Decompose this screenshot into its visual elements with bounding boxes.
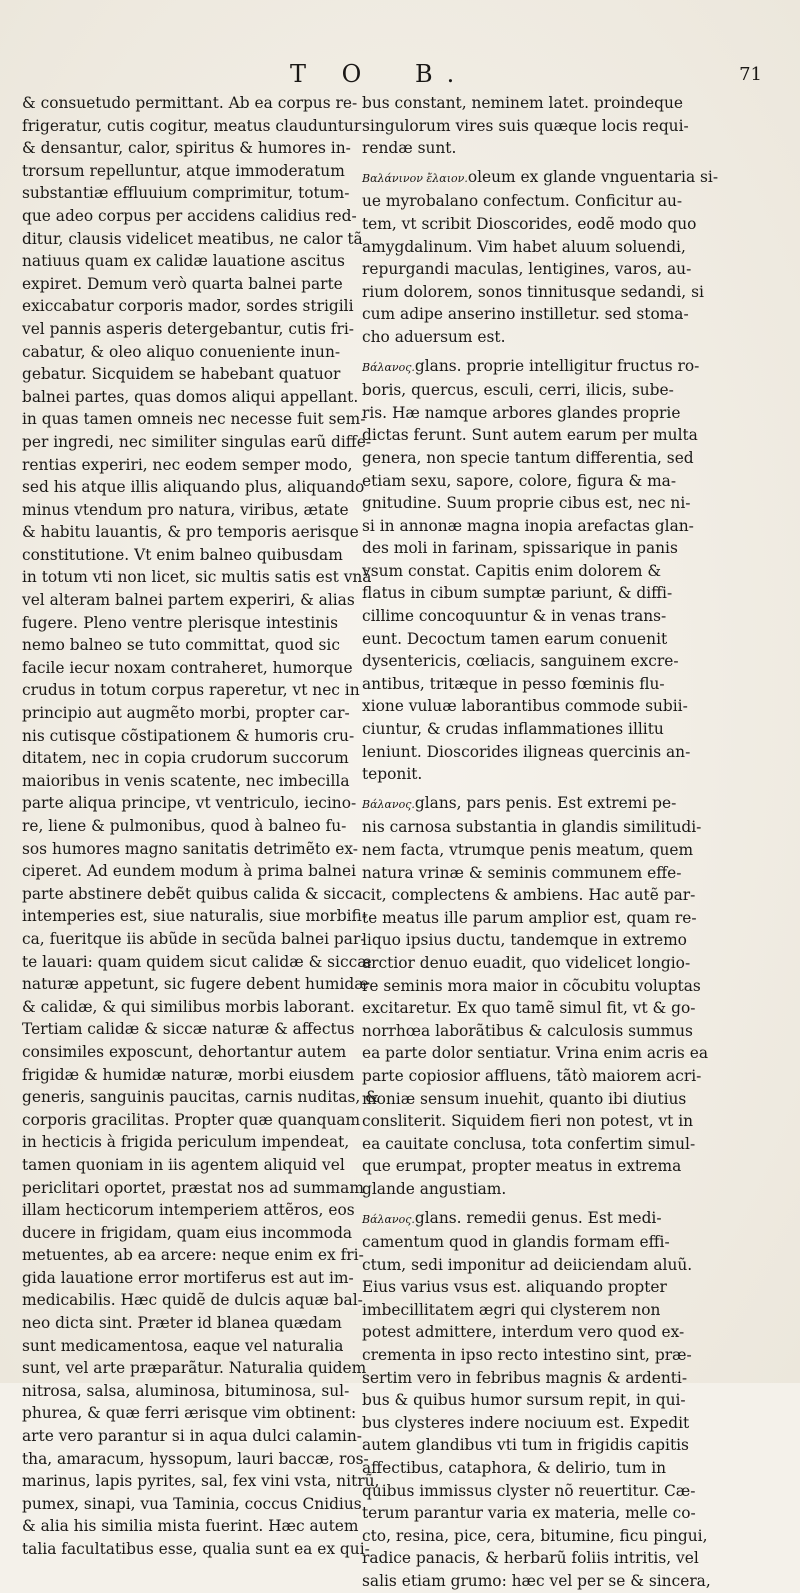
- text-line: [362, 1344, 692, 1367]
- text-line: [362, 447, 694, 470]
- entry-text: eunt. Decoctum tamen earum conuenit: [362, 629, 668, 648]
- text-line: ditatem, nec in copia crudorum succorum: [22, 749, 349, 768]
- entry-text: cto, resina, pice, cera, bitumine, ficu pingui,: [362, 1526, 708, 1545]
- text-line: sos humores magno sanitatis detrimẽto ex-: [22, 839, 358, 858]
- entry-text: camentum quod in glandis formam effi-: [362, 1233, 670, 1252]
- text-line: corporis gracilitas. Propter quæ quanquam: [22, 1110, 361, 1129]
- text-line: sed his atque illis aliquando plus, aliquando: [22, 478, 365, 497]
- text-line: cabatur, & oleo aliquo conueniente inun-: [22, 342, 341, 361]
- text-line: per ingredi, nec similiter singulas earũ diffe-: [22, 432, 372, 451]
- text-line: constitutione. Vt enim balneo quibusdam: [22, 545, 343, 564]
- entry-text: salis etiam grumo: hæc vel per se & sincera,: [362, 1572, 711, 1590]
- text-line: maioribus in venis scatente, nec imbecilla: [22, 771, 350, 790]
- text-line: [362, 1133, 696, 1156]
- text-line: nitrosa, salsa, aluminosa, bituminosa, sul-: [22, 1381, 350, 1400]
- dictionary-entry: [362, 166, 719, 349]
- text-line: [362, 379, 674, 402]
- text-line: [362, 560, 662, 583]
- text-line: exiccabatur corporis mador, sordes strigili: [22, 297, 354, 316]
- dictionary-entry: [362, 92, 689, 160]
- text-line: gida lauatione error mortiferus est aut im-: [22, 1268, 354, 1287]
- text-line: [362, 718, 664, 741]
- text-line: nis cutisque cõstipationem & humoris cru-: [22, 726, 355, 745]
- text-line: [362, 258, 692, 281]
- entry-text: dysentericis, cœliacis, sanguinem excre-: [362, 652, 679, 671]
- page-number: 71: [739, 64, 762, 85]
- text-line: [362, 695, 688, 718]
- entry-text: imbecillitatem ægri qui clysterem non: [362, 1300, 661, 1319]
- text-line: [362, 816, 702, 839]
- running-head-title: [290, 60, 468, 88]
- text-line: [362, 1457, 667, 1480]
- entry-text: glans, pars penis. Est extremi pe-: [414, 793, 677, 812]
- text-line: fugere. Pleno ventre plerisque intestinis: [22, 613, 338, 632]
- text-line: & calidæ, & qui similibus morbis laborant.: [22, 997, 355, 1016]
- dictionary-entry: [362, 1207, 711, 1593]
- entry-text: glans. remedii genus. Est medi-: [414, 1208, 662, 1227]
- text-line: minus vtendum pro natura, viribus, ætate: [22, 500, 349, 519]
- entry-text: liquo ipsius ductu, tandemque in extremo: [362, 931, 687, 950]
- text-line: medicabilis. Hæc quidẽ de dulcis aquæ bal-: [22, 1291, 363, 1310]
- entry-text: xione vuluæ laborantibus commode subii-: [362, 697, 688, 716]
- text-line: ca, fueritque iis abũde in secũda balnei par-: [22, 929, 366, 948]
- text-line: [362, 1065, 702, 1088]
- text-line: consimiles exposcunt, dehortantur autem: [22, 1042, 347, 1061]
- text-line: [362, 628, 668, 651]
- entry-text: singulorum vires suis quæque locis requi-: [362, 116, 689, 135]
- text-line: [362, 1321, 685, 1344]
- text-line: vel pannis asperis detergebantur, cutis fri-: [22, 319, 354, 338]
- right-column: [362, 92, 719, 1593]
- entry-text: cillime concoquuntur & in venas trans-: [362, 607, 667, 626]
- entry-text: quibus immissus clyster nõ reuertitur. Cæ-: [362, 1481, 696, 1500]
- text-line: [362, 997, 696, 1020]
- entry-text: ue myrobalano confectum. Conficitur au-: [362, 192, 683, 211]
- text-line: [362, 839, 694, 862]
- text-line: [362, 1434, 689, 1457]
- entry-text: glande angustiam.: [362, 1179, 507, 1198]
- text-line: pumex, sinapi, vua Taminia, coccus Cnidius: [22, 1494, 362, 1513]
- entry-text: moniæ sensum inuehit, quanto ibi diutius: [362, 1089, 687, 1108]
- text-line: [362, 1480, 696, 1503]
- entry-text: te meatus ille parum amplior est, quam re-: [362, 908, 697, 927]
- text-line: [362, 862, 682, 885]
- text-line: [362, 1231, 670, 1254]
- text-line: illam hecticorum intemperiem attẽros, eos: [22, 1201, 355, 1220]
- text-line: [362, 424, 698, 447]
- text-line: [362, 326, 658, 349]
- text-line: [362, 92, 684, 115]
- text-line: [362, 673, 665, 696]
- entry-text: glans. proprie intelligitur fructus ro-: [414, 356, 700, 375]
- text-line: te lauari: quam quidem sicut calidæ & siccæ: [22, 952, 372, 971]
- text-line: [362, 1042, 709, 1065]
- text-line: [362, 1412, 690, 1435]
- text-line: parte aliqua principe, vt ventriculo, iecino-: [22, 794, 357, 813]
- entry-text: ris. Hæ namque arbores glandes proprie: [362, 403, 681, 422]
- text-line: [362, 975, 701, 998]
- text-line: [362, 741, 691, 764]
- text-line: [362, 281, 704, 304]
- entry-text: antibus, tritæque in pesso fœminis flu-: [362, 674, 665, 693]
- entry-text: crementa in ipso recto intestino sint, præ-: [362, 1346, 692, 1365]
- entry-text: tem, vt scribit Dioscorides, eodẽ modo quo: [362, 214, 697, 233]
- entry-text: sertim vero in febribus magnis & ardenti-: [362, 1368, 688, 1387]
- dictionary-entry: [362, 355, 700, 786]
- text-line: [362, 1502, 696, 1525]
- text-line: expiret. Demum verò quarta balnei parte: [22, 274, 343, 293]
- entry-text: Eius varius vsus est. aliquando propter: [362, 1278, 667, 1297]
- text-line: [362, 213, 697, 236]
- entry-text: ea cauitate conclusa, tota confertim simul-: [362, 1134, 696, 1153]
- text-line: [362, 137, 658, 160]
- text-line: arte vero parantur si in aqua dulci calamin-: [22, 1427, 362, 1446]
- entry-text: que erumpat, propter meatus in extrema: [362, 1157, 682, 1176]
- text-line: [362, 1020, 693, 1043]
- text-line: [362, 1547, 699, 1570]
- entry-text: ciuntur, & crudas inflammationes illitu: [362, 720, 664, 739]
- text-line: [362, 792, 677, 817]
- text-line: & alia his similia mista fuerint. Hæc autem: [22, 1517, 359, 1536]
- text-line: ducere in frigidam, quam eius incommoda: [22, 1223, 353, 1242]
- entry-lemma: Βάλανος.: [362, 797, 415, 811]
- entry-text: dictas ferunt. Sunt autem earum per multa: [362, 426, 698, 445]
- text-line: phurea, & quæ ferri ærisque vim obtinent:: [22, 1404, 357, 1423]
- text-line: nemo balneo se tuto committat, quod sic: [22, 636, 340, 655]
- entry-text: natura vrinæ & seminis communem effe-: [362, 863, 682, 882]
- entry-text: excitaretur. Ex quo tamẽ simul fit, vt & go-: [362, 999, 696, 1018]
- running-head-left: T O: [290, 60, 376, 88]
- text-line: re, liene & pulmonibus, quod à balneo fu-: [22, 817, 347, 835]
- entry-text: rium dolorem, sonos tinnitusque sedandi, si: [362, 282, 704, 301]
- text-line: metuentes, ab ea arcere: neque enim ex fri-: [22, 1246, 364, 1265]
- text-line: [362, 907, 697, 930]
- text-line: substantiæ effluuium comprimitur, totum-: [22, 184, 350, 203]
- text-line: periclitari oportet, præstat nos ad summam: [22, 1178, 364, 1197]
- text-line: [362, 605, 667, 628]
- entry-text: gnitudine. Suum proprie cibus est, nec ni-: [362, 494, 691, 513]
- text-line: in totum vti non licet, sic multis satis est vnã: [22, 568, 372, 587]
- entry-text: leniunt. Dioscorides iligneas quercinis an-: [362, 742, 691, 761]
- entry-text: cit, complectens & ambiens. Hac autẽ par-: [362, 886, 696, 905]
- text-line: [362, 1207, 662, 1232]
- text-line: [362, 470, 677, 493]
- running-head-right: B.: [414, 60, 469, 88]
- entry-lemma: Βαλάνινον ἔλαιον.: [362, 171, 468, 185]
- text-line: [362, 884, 696, 907]
- text-line: [362, 1570, 711, 1593]
- text-line: sunt, vel arte præparãtur. Naturalia quidem: [22, 1359, 367, 1378]
- text-line: [362, 236, 686, 259]
- entry-text: cho aduersum est.: [362, 327, 506, 346]
- entry-text: bus constant, neminem latet. proindeque: [362, 94, 684, 112]
- entry-text: ctum, sedi imponitur ad deiiciendam aluũ.: [362, 1255, 693, 1274]
- left-column: [22, 92, 380, 1561]
- entry-text: amygdalinum. Vim habet aluum soluendi,: [362, 237, 686, 256]
- text-line: [362, 650, 679, 673]
- text-line: [362, 1367, 688, 1390]
- entry-text: parte copiosior affluens, tãtò maiorem acri-: [362, 1066, 702, 1085]
- entry-text: consliterit. Siquidem fieri non potest, vt in: [362, 1112, 694, 1131]
- text-line: [362, 402, 681, 425]
- entry-text: terum parantur varia ex materia, melle co-: [362, 1504, 696, 1523]
- entry-lemma: Βάλανος.: [362, 1212, 415, 1226]
- entry-text: flatus in cibum sumptæ pariunt, & diffi-: [362, 584, 673, 603]
- entry-text: vsum constat. Capitis enim dolorem &: [362, 561, 662, 580]
- text-line: tamen quoniam in iis agentem aliquid vel: [22, 1155, 345, 1174]
- text-line: balnei partes, quas domos aliqui appellant.: [22, 387, 359, 406]
- text-line: frigidæ & humidæ naturæ, morbi eiusdem: [22, 1065, 355, 1084]
- text-line: [362, 115, 689, 138]
- entry-text: nis carnosa substantia in glandis similitudi-: [362, 818, 702, 837]
- text-line: in hecticis à frigida periculum impendeat,: [22, 1133, 350, 1152]
- text-line: naturæ appetunt, sic fugere debent humidæ: [22, 975, 369, 994]
- entry-text: des moli in farinam, spissarique in panis: [362, 539, 678, 558]
- text-line: [362, 1178, 658, 1201]
- text-line: principio aut augmẽto morbi, propter car-: [22, 704, 350, 723]
- text-line: [362, 582, 673, 605]
- running-head: [0, 60, 800, 88]
- text-line: [362, 1110, 694, 1133]
- text-line: natiuus quam ex calidæ lauatione ascitus: [22, 252, 345, 271]
- text-line: & densantur, calor, spiritus & humores in-: [22, 139, 351, 158]
- text-line: [362, 190, 683, 213]
- text-line: marinus, lapis pyrites, sal, fex vini vsta, nitrũ,: [22, 1472, 380, 1491]
- text-line: gebatur. Sicquidem se habebant quatuor: [22, 365, 341, 384]
- text-line: que adeo corpus per accidens calidius red-: [22, 206, 357, 225]
- text-line: [362, 492, 691, 515]
- text-line: [362, 929, 687, 952]
- text-line: intemperies est, siue naturalis, siue morbifi-: [22, 907, 368, 926]
- text-line: trorsum repelluntur, atque immoderatum: [22, 161, 345, 180]
- entry-text: radice panacis, & herbarũ foliis intritis, vel: [362, 1549, 699, 1568]
- text-line: [362, 1525, 708, 1548]
- text-line: [362, 355, 700, 380]
- entry-text: genera, non specie tantum differentia, sed: [362, 448, 694, 467]
- text-line: ditur, clausis videlicet meatibus, ne calor tã: [22, 229, 363, 248]
- text-line: facile iecur noxam contraheret, humorque: [22, 658, 353, 677]
- text-line: [362, 1155, 682, 1178]
- text-line: tha, amaracum, hyssopum, lauri baccæ, ros-: [22, 1449, 369, 1468]
- text-line: [362, 952, 691, 975]
- entry-text: affectibus, cataphora, & delirio, tum in: [362, 1459, 667, 1478]
- entry-text: boris, quercus, esculi, cerri, ilicis, sube-: [362, 381, 674, 400]
- text-line: neo dicta sint. Præter id blanea quædam: [22, 1314, 342, 1333]
- entry-text: potest admittere, interdum vero quod ex-: [362, 1323, 685, 1342]
- entry-text: re seminis mora maior in cõcubitu voluptas: [362, 976, 701, 995]
- text-line: [362, 1254, 693, 1277]
- text-line: [362, 515, 694, 538]
- dictionary-entry: [362, 792, 709, 1201]
- entry-text: cum adipe anserino instilletur. sed stoma-: [362, 305, 689, 324]
- text-line: generis, sanguinis paucitas, carnis nuditas, &: [22, 1088, 379, 1107]
- entry-text: bus clysteres indere nociuum est. Expedit: [362, 1413, 690, 1432]
- entry-text: oleum ex glande vnguentaria si-: [467, 167, 719, 186]
- entry-text: norrhœa laborãtibus & calculosis summus: [362, 1021, 693, 1040]
- text-line: sunt medicamentosa, eaque vel naturalia: [22, 1336, 344, 1355]
- text-line: [362, 303, 689, 326]
- text-line: rentias experiri, nec eodem semper modo,: [22, 455, 353, 474]
- entry-lemma: Βάλανος.: [362, 360, 415, 374]
- text-line: talia facultatibus esse, qualia sunt ea ex qui-: [22, 1540, 370, 1558]
- text-line: vel alteram balnei partem experiri, & alias: [22, 591, 355, 610]
- text-line: in quas tamen omneis nec necesse fuit sem-: [22, 410, 366, 429]
- entry-text: repurgandi maculas, lentigines, varos, au-: [362, 260, 692, 279]
- entry-text: ea parte dolor sentiatur. Vrina enim acris ea: [362, 1044, 709, 1063]
- entry-text: teponit.: [362, 765, 423, 784]
- entry-text: arctior denuo euadit, quo videlicet longio-: [362, 953, 691, 972]
- entry-text: rendæ sunt.: [362, 139, 457, 158]
- text-line: [362, 537, 678, 560]
- text-line: & habitu lauantis, & pro temporis aerisque: [22, 523, 359, 542]
- text-line: [362, 1088, 687, 1111]
- text-line: [362, 1276, 667, 1299]
- text-line: frigeratur, cutis cogitur, meatus clauduntur: [22, 116, 362, 135]
- entry-text: etiam sexu, sapore, colore, figura & ma-: [362, 471, 677, 490]
- text-line: Tertiam calidæ & siccæ naturæ & affectus: [22, 1020, 355, 1039]
- text-line: ciperet. Ad eundem modum à prima balnei: [22, 862, 357, 881]
- entry-text: si in annonæ magna inopia arefactas glan-: [362, 516, 694, 535]
- text-line: [362, 166, 719, 191]
- entry-text: autem glandibus vti tum in frigidis capitis: [362, 1436, 689, 1455]
- text-line: [362, 1389, 686, 1412]
- entry-text: nem facta, vtrumque penis meatum, quem: [362, 841, 694, 859]
- text-line: [362, 1299, 661, 1322]
- entry-text: bus & quibus humor sursum repit, in qui-: [362, 1391, 686, 1410]
- text-line: crudus in totum corpus raperetur, vt nec in: [22, 681, 360, 700]
- text-line: [362, 763, 658, 786]
- text-line: parte abstinere debẽt quibus calida & sicca: [22, 884, 363, 903]
- text-line: & consuetudo permittant. Ab ea corpus re-: [22, 94, 358, 112]
